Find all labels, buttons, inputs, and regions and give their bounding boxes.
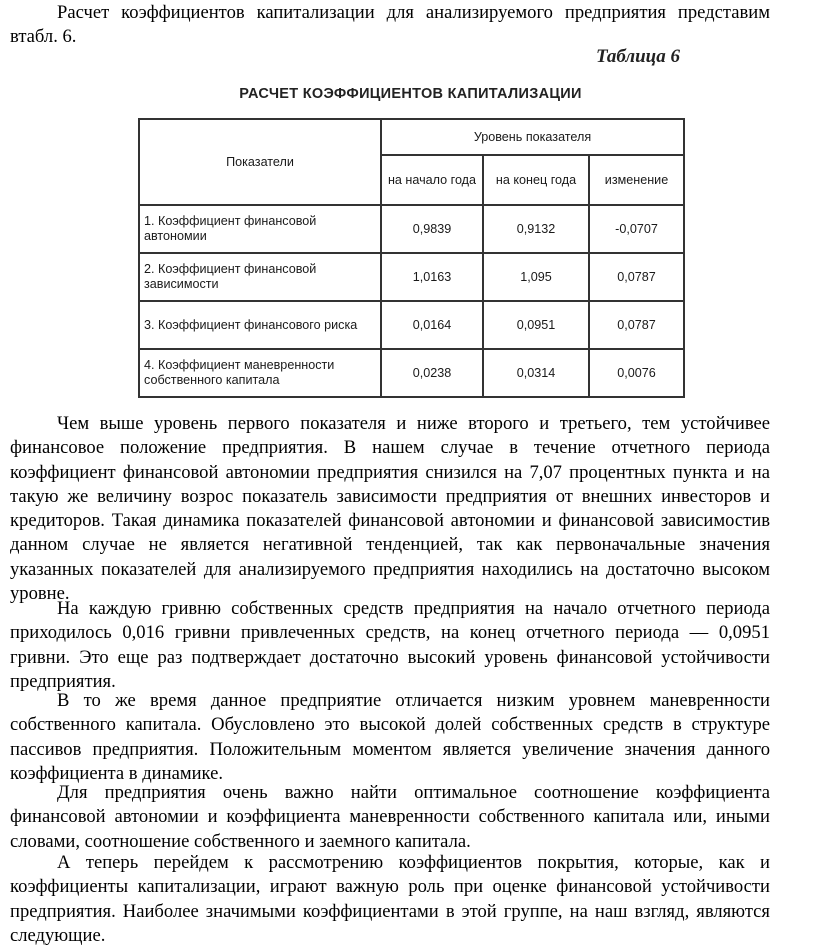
row-name: 3. Коэффициент финансового риска [139, 301, 381, 349]
row-change-value: 0,0787 [589, 301, 684, 349]
table-title: РАСЧЕТ КОЭФФИЦИЕНТОВ КАПИТАЛИЗАЦИИ [239, 86, 582, 102]
row-change-value: 0,0076 [589, 349, 684, 397]
row-start-value: 0,0238 [381, 349, 483, 397]
table-row [139, 301, 684, 349]
subheader-end-of-year: на конец года [483, 155, 589, 205]
row-name: 4. Коэффициент маневренности собственного капитала [139, 349, 381, 397]
row-name: 1. Коэффициент финансовой автономии [139, 205, 381, 253]
row-start-value: 0,9839 [381, 205, 483, 253]
subheader-change: изменение [589, 155, 684, 205]
capitalization-ratios-table [138, 118, 685, 398]
header-level: Уровень показателя [381, 119, 684, 155]
body-paragraph-2: На каждую гривню собственных средств предприятия на начало отчетного периода приходилось 0,016 гривни привлеченных средств, на конец отчетного периода — 0,0951 гривни. Это еще раз подтверждает достаточно высокий уровень финансовой устойчивости предприятия. [10, 598, 770, 692]
row-start-value: 0,0164 [381, 301, 483, 349]
row-end-value: 0,0951 [483, 301, 589, 349]
table-header-row [139, 119, 684, 155]
intro-paragraph: Расчет коэффициентов капитализации для анализируемого предприятия представим втабл. 6. [10, 2, 770, 48]
table-row [139, 205, 684, 253]
row-change-value: 0,0787 [589, 253, 684, 301]
table-row [139, 349, 684, 397]
row-change-value: -0,0707 [589, 205, 684, 253]
row-end-value: 0,9132 [483, 205, 589, 253]
row-end-value: 0,0314 [483, 349, 589, 397]
body-paragraph-5: А теперь перейдем к рассмотрению коэффициентов покрытия, которые, как и коэффициенты капитализации, играют важную роль при оценке финансовой устойчивости предприятия. Наиболее значимыми коэффициентами в этой группе, на наш взгляд, являются следующие. [10, 852, 770, 946]
table-row [139, 253, 684, 301]
body-paragraph-3: В то же время данное предприятие отличается низким уровнем маневренности собственного капитала. Обусловлено это высокой долей собственных средств в структуре пассивов предприятия. Положительным моментом является увеличение значения данного коэффициента в динамике. [10, 690, 770, 784]
row-end-value: 1,095 [483, 253, 589, 301]
row-name: 2. Коэффициент финансовой зависимости [139, 253, 381, 301]
row-start-value: 1,0163 [381, 253, 483, 301]
table-number-label: Таблица 6 [595, 46, 680, 67]
body-paragraph-4: Для предприятия очень важно найти оптимальное соотношение коэффициента финансовой автономии и коэффициента маневренности собственного капитала или, иными словами, соотношение собственного и заемного капитала. [10, 782, 770, 852]
body-paragraph-1: Чем выше уровень первого показателя и ниже второго и третьего, тем устойчивее финансовое положение предприятия. В нашем случае в течение отчетного периода коэффициент финансовой автономии предприятия снизился на 7,07 процентных пункта и на такую же величину возрос показатель зависимости предприятия от внешних инвесторов и кредиторов. Такая динамика показателей финансовой автономии и финансовой зависимостив данном случае не является негативной тенденцией, так как первоначальные значения указанных показателей для анализируемого предприятия находились на достаточно высоком уровне. [10, 413, 770, 605]
header-indicators: Показатели [139, 119, 381, 205]
subheader-start-of-year: на начало года [381, 155, 483, 205]
